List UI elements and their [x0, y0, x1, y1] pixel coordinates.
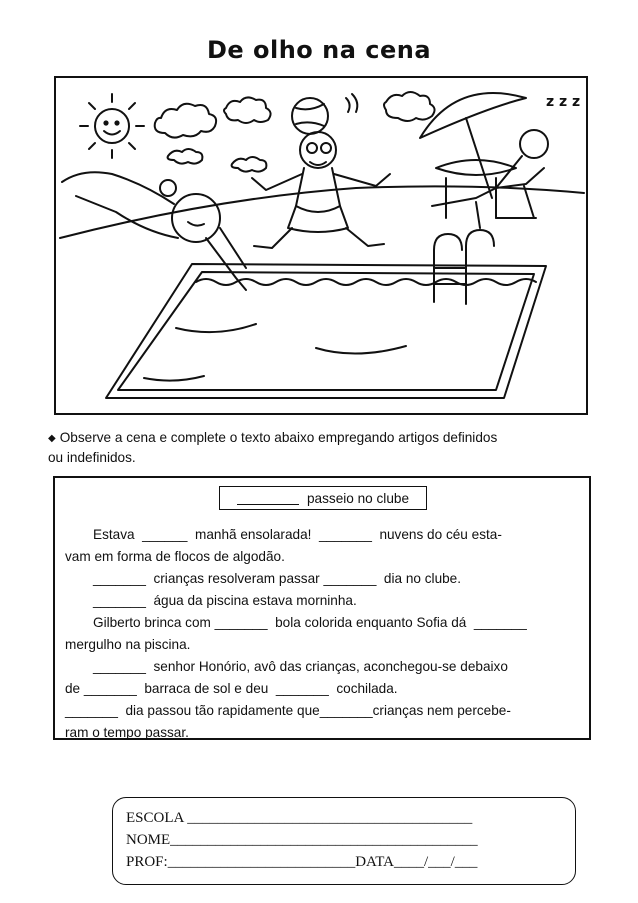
svg-text:z z z: z z z	[546, 94, 581, 110]
exercise-line: _______ água da piscina estava morninha.	[93, 593, 357, 608]
scene-illustration	[54, 76, 588, 415]
cloud-drawing	[155, 104, 216, 138]
instruction-text	[48, 428, 596, 467]
cloud-drawing	[384, 92, 435, 121]
student-info-box	[112, 797, 576, 885]
instruction-line-2: ou indefinidos.	[48, 450, 136, 465]
bullet-diamond-icon: ◆	[48, 433, 56, 444]
name-field[interactable]: NOME_________________________________________	[126, 832, 478, 848]
page-title: De olho na cena	[206, 36, 432, 64]
exercise-heading	[219, 486, 427, 510]
exercise-line: ram o tempo passar.	[65, 725, 189, 740]
sun-drawing	[80, 94, 144, 158]
ladder-drawing	[434, 230, 494, 304]
grandpa-drawing	[432, 94, 580, 228]
teacher-date-field[interactable]: PROF:_________________________DATA____/___/___	[126, 854, 478, 870]
cloud-drawing	[224, 97, 271, 123]
exercise-line: Gilberto brinca com _______ bola colorida enquanto Sofia dá _______	[93, 615, 527, 630]
exercise-line: vam em forma de flocos de algodão.	[65, 549, 285, 564]
exercise-line: mergulho na piscina.	[65, 637, 191, 652]
exercise-box	[53, 476, 591, 740]
exercise-line: _______ crianças resolveram passar _______ dia no clube.	[93, 571, 462, 586]
exercise-line: de _______ barraca de sol e deu _______ cochilada.	[65, 681, 398, 696]
exercise-heading-text: passeio no clube	[306, 490, 410, 506]
exercise-line: _______ senhor Honório, avô das crianças, aconchegou-se debaixo	[93, 659, 508, 674]
pool-drawing	[106, 264, 546, 398]
answer-blank[interactable]	[237, 492, 299, 505]
instruction-line-1: Observe a cena e complete o texto abaixo empregando artigos definidos	[59, 430, 498, 445]
exercise-line: Estava ______ manhã ensolarada! _______ nuvens do céu esta-	[93, 527, 502, 542]
boy-drawing	[252, 98, 390, 248]
exercise-line: _______ dia passou tão rapidamente que_______crianças nem percebe-	[65, 703, 511, 718]
school-field[interactable]: ESCOLA ______________________________________	[126, 810, 473, 826]
